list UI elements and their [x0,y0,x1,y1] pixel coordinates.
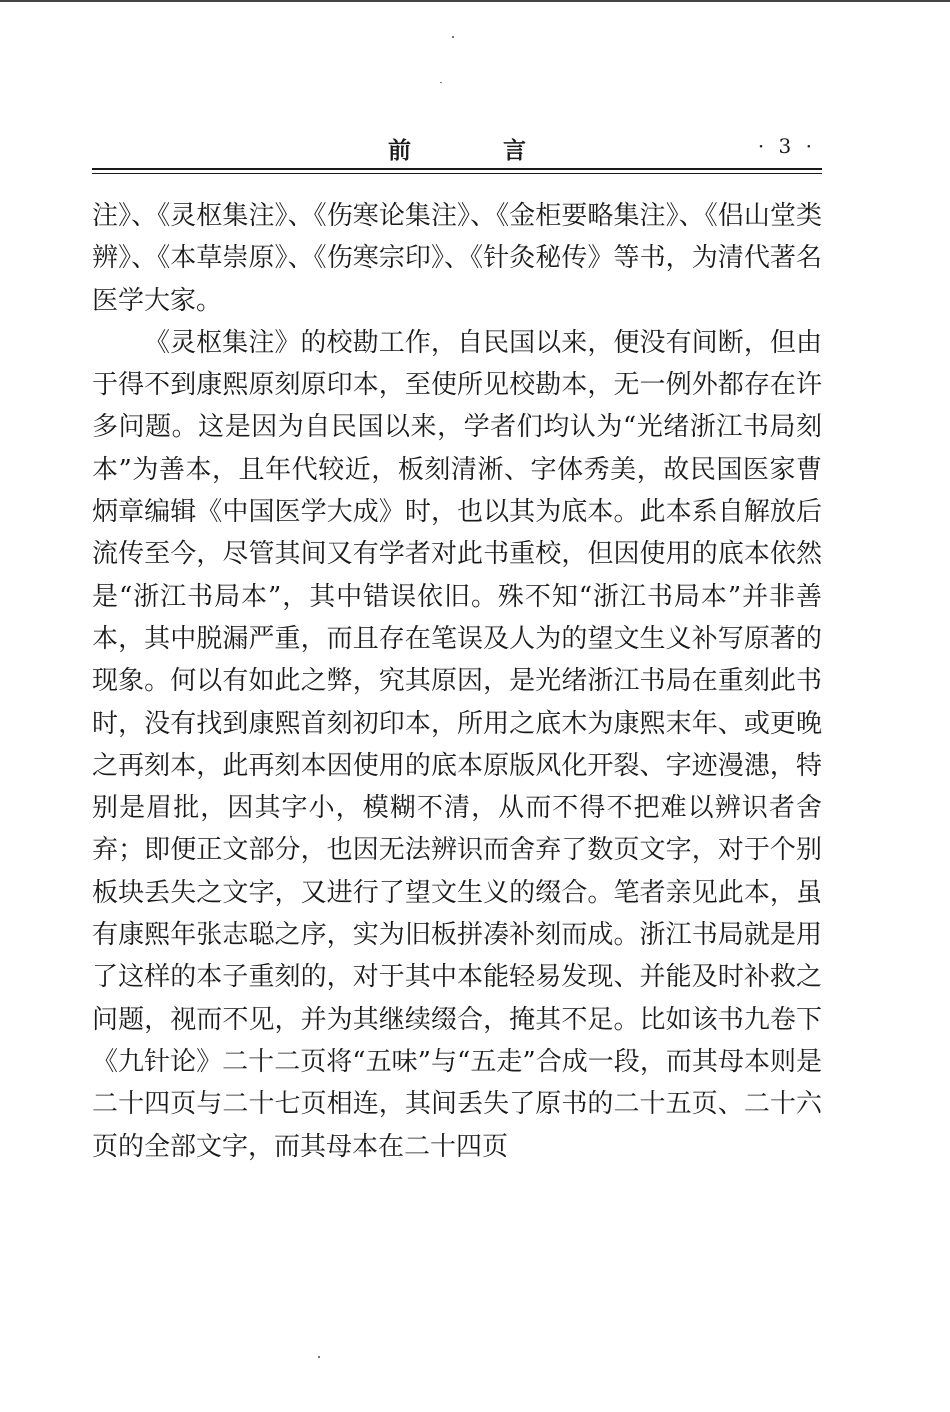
scan-speck [318,1356,320,1358]
scan-speck [452,36,454,38]
header-rule [92,168,822,170]
page-number: · 3 · [757,134,816,158]
running-header [92,130,822,166]
paragraph-continued: 注》、《灵枢集注》、《伤寒论集注》、《金柜要略集注》、《侣山堂类辨》、《本草崇原》、《伤寒宗印》、《针灸秘传》等书，为清代著名医学大家。 [92,201,822,316]
header-rule-thin [92,173,822,174]
page-title: 前 言 [387,137,568,164]
scan-speck [440,82,442,83]
paragraph: 《灵枢集注》的校勘工作，自民国以来，便没有间断，但由于得不到康熙原刻原印本，至使所见校勘本，无一例外都存在许多问题。这是因为自民国以来，学者们均认为“光绪浙江书局刻本”为善本，且年代较近，板刻清淅、字体秀美，故民国医家曹炳章编辑《中国医学大成》时，也以其为底本。此本系自解放后流传至今，尽管其间又有学者对此书重校，但因使用的底本依然是“浙江书局本”，其中错误依旧。殊不知“浙江书局本”并非善本，其中脱漏严重，而且存在笔误及人为的望文生义补写原著的现象。何以有如此之弊，究其原因，是光绪浙江书局在重刻此书时，没有找到康熙首刻初印本，所用之底木为康熙末年、或更晚之再刻本，此再刻本因使用的底本原版风化开裂、字迹漫漶，特别是眉批，因其字小，模糊不清，从而不得不把难以辨识者舍弃；即便正文部分，也因无法辨识而舍弃了数页文字，对于个别板块丢失之文字，又进行了望文生义的缀合。笔者亲见此本，虽有康熙年张志聪之序，实为旧板拼凑补刻而成。浙江书局就是用了这样的本子重刻的，对于其中本能轻易发现、并能及时补救之问题，视而不见，并为其继续缀合，掩其不足。比如该书九卷下《九针论》二十二页将“五味”与“五走”合成一段，而其母本则是二十四页与二十七页相连，其间丢失了原书的二十五页、二十六页的全部文字，而其母本在二十四页 [92,327,822,1162]
page-top-edge [0,0,950,2]
body-text [92,195,822,1168]
